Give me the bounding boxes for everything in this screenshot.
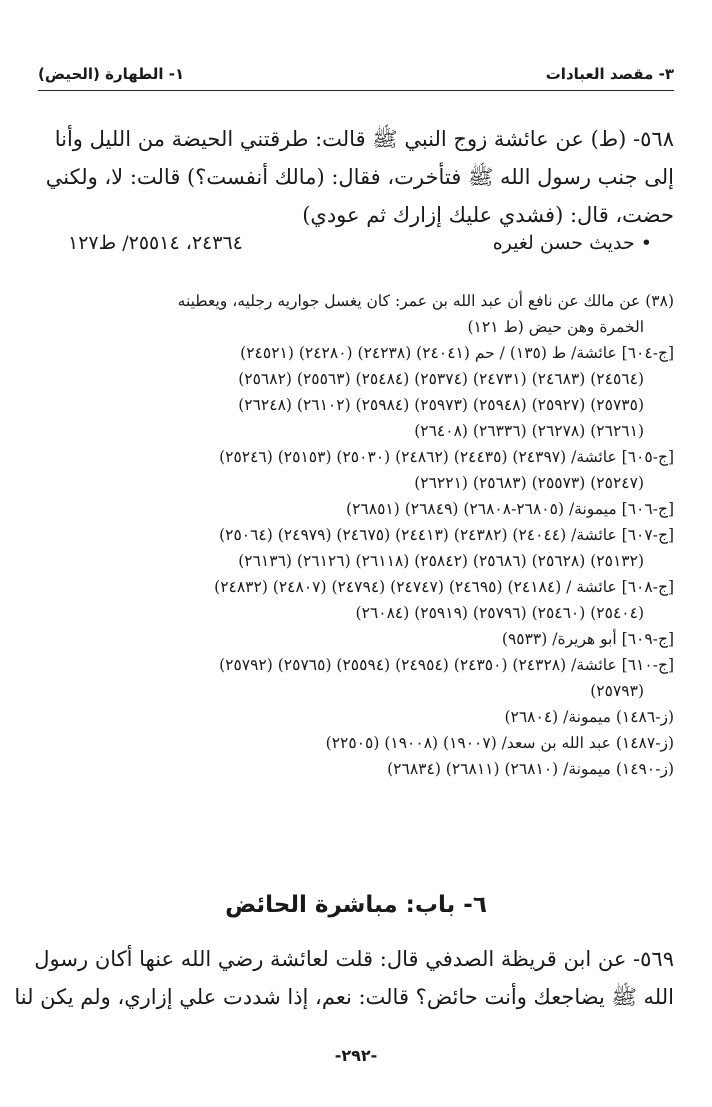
chapter-heading: ٦- باب: مباشرة الحائض xyxy=(225,892,487,918)
text-line: حضت، قال: (فشدي عليك إزارك ثم عودي) xyxy=(302,203,674,227)
note-line: (ز-١٤٨٦) ميمونة/ (٢٦٨٠٤) xyxy=(504,708,674,726)
note-line: الخمرة وهن حيض (ط ١٢١) xyxy=(467,318,644,336)
header-section-title: ٣- مقصد العبادات xyxy=(545,65,674,83)
text-line: الله ﷺ يضاجعك وأنت حائض؟ قالت: نعم، إذا شددت علي إزاري، ولم يكن لنا xyxy=(14,985,674,1009)
hadith-569-text xyxy=(14,940,674,1016)
grade-references: ٢٤٣٦٤، ٢٥٥١٤/ ط١٢٧ xyxy=(68,232,243,254)
hadith-grade xyxy=(38,232,674,268)
note-line: (ز-١٤٩٠) ميمونة/ (٢٦٨١٠) (٢٦٨١١) (٢٦٨٣٤) xyxy=(387,760,674,778)
note-line: [ج-٦٠٤] عائشة/ ط (١٣٥) / حم (٢٤٠٤١) (٢٤٢٣٨) (٢٤٢٨٠) (٢٤٥٢١) xyxy=(240,344,674,362)
note-line: (٢٥٤٠٤) (٢٥٤٦٠) (٢٥٧٩٦) (٢٥٩١٩) (٢٦٠٨٤) xyxy=(355,604,644,622)
note-line: (٢٥١٣٢) (٢٥٦٢٨) (٢٥٦٨٦) (٢٥٨٤٢) (٢٦١١٨) (٢٦١٢٦) (٢٦١٣٦) xyxy=(238,552,644,570)
text-line: ٥٦٨- (ط) عن عائشة زوج النبي ﷺ قالت: طرقتني الحيضة من الليل وأنا xyxy=(54,127,674,151)
hadith-568-text xyxy=(38,120,674,234)
running-header xyxy=(38,60,674,88)
note-line: (٢٥٧٣٥) (٢٥٩٢٧) (٢٥٩٤٨) (٢٥٩٧٣) (٢٥٩٨٤) (٢٦١٠٢) (٢٦٢٤٨) xyxy=(238,396,644,414)
grade-label: • حديث حسن لغيره xyxy=(492,232,652,254)
cross-references xyxy=(38,288,674,782)
note-line: [ج-٦٠٥] عائشة/ (٢٤٣٩٧) (٢٤٤٣٥) (٢٤٨٦٢) (٢٥٠٣٠) (٢٥١٥٣) (٢٥٢٤٦) xyxy=(219,448,674,466)
note-line: [ج-٦٠٩] أبو هريرة/ (٩٥٣٣) xyxy=(501,630,674,648)
note-line: (٢٦٢٦١) (٢٦٢٧٨) (٢٦٣٣٦) (٢٦٤٠٨) xyxy=(414,422,644,440)
note-line: (٢٤٥٦٤) (٢٤٦٨٣) (٢٤٧٣١) (٢٥٣٧٤) (٢٥٤٨٤) (٢٥٥٦٣) (٢٥٦٨٢) xyxy=(238,370,644,388)
page-number: -٢٩٢- xyxy=(334,1046,378,1065)
text-line: إلى جنب رسول الله ﷺ فتأخرت، فقال: (مالك أنفست؟) قالت: لا، ولكني xyxy=(45,165,674,189)
header-chapter-title: ١- الطهارة (الحيض) xyxy=(38,65,185,83)
note-line: (٢٥٧٩٣) xyxy=(590,682,644,700)
note-line: [ج-٦٠٨] عائشة / (٢٤١٨٤) (٢٤٦٩٥) (٢٤٧٤٧) (٢٤٧٩٤) (٢٤٨٠٧) (٢٤٨٣٢) xyxy=(214,578,674,596)
note-line: (٣٨) عن مالك عن نافع أن عبد الله بن عمر: كان يغسل جواريه رجليه، ويعطينه xyxy=(177,292,674,310)
note-line: (٢٥٢٤٧) (٢٥٥٧٣) (٢٥٦٨٣) (٢٦٢٢١) xyxy=(414,474,644,492)
note-line: [ج-٦٠٧] عائشة/ (٢٤٠٤٤) (٢٤٣٨٢) (٢٤٤١٣) (٢٤٦٧٥) (٢٤٩٧٩) (٢٥٠٦٤) xyxy=(219,526,674,544)
note-line: [ج-٦١٠] عائشة/ (٢٤٣٢٨) (٢٤٣٥٠) (٢٤٩٥٤) (٢٥٥٩٤) (٢٥٧٦٥) (٢٥٧٩٢) xyxy=(219,656,674,674)
text-line: ٥٦٩- عن ابن قريظة الصدفي قال: قلت لعائشة رضي الله عنها أكان رسول xyxy=(34,947,674,971)
note-line: [ج-٦٠٦] ميمونة/ (٢٦٨٠٥-٢٦٨٠٨) (٢٦٨٤٩) (٢٦٨٥١) xyxy=(346,500,674,518)
note-line: (ز-١٤٨٧) عبد الله بن سعد/ (١٩٠٠٧) (١٩٠٠٨) (٢٢٥٠٥) xyxy=(325,734,674,752)
header-rule xyxy=(38,90,674,91)
